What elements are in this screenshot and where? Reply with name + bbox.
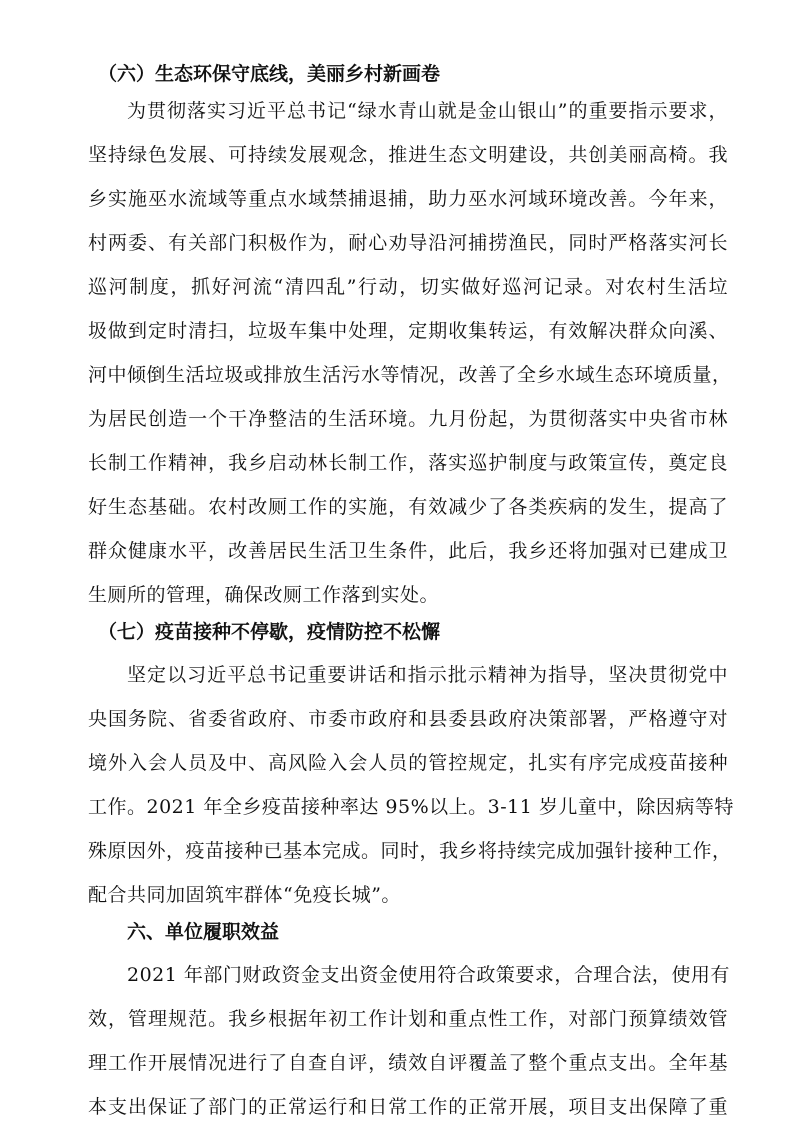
paragraph-line: 巡河制度，抓好河流“清四乱”行动，切实做好巡河记录。对农村生活垃 — [88, 276, 728, 298]
paragraph-line: 河中倾倒生活垃圾或排放生活污水等情况，改善了全乡水域生态环境质量， — [88, 364, 732, 386]
paragraph-line: 本支出保证了部门的正常运行和日常工作的正常开展，项目支出保障了重 — [88, 1096, 728, 1118]
paragraph-line: 效，管理规范。我乡根据年初工作计划和重点性工作，对部门预算绩效管 — [88, 1008, 728, 1030]
paragraph-line: 央国务院、省委省政府、市委市政府和县委县政府决策部署，严格遵守对 — [88, 708, 728, 730]
section-heading-7: （七）疫苗接种不停歇，疫情防控不松懈 — [98, 621, 441, 643]
paragraph-line: 长制工作精神，我乡启动林长制工作，落实巡护制度与政策宣传，奠定良 — [88, 452, 728, 474]
paragraph-line: 坚持绿色发展、可持续发展观念，推进生态文明建设，共创美丽高椅。我 — [88, 144, 728, 166]
paragraph-line: 乡实施巫水流域等重点水域禁捕退捕，助力巫水河域环境改善。今年来， — [88, 188, 728, 210]
paragraph-line: 境外入会人员及中、高风险入会人员的管控规定，扎实有序完成疫苗接种 — [88, 752, 728, 774]
paragraph-line: 2021 年部门财政资金支出资金使用符合政策要求，合理合法，使用有 — [127, 964, 730, 986]
paragraph-line: 理工作开展情况进行了自查自评，绩效自评覆盖了整个重点支出。全年基 — [88, 1052, 728, 1074]
section-heading-6: （六）生态环保守底线，美丽乡村新画卷 — [98, 63, 441, 85]
paragraph-line: 圾做到定时清扫，垃圾车集中处理，定期收集转运，有效解决群众向溪、 — [88, 320, 728, 342]
paragraph-line: 坚定以习近平总书记重要讲话和指示批示精神为指导，坚决贯彻党中 — [127, 664, 728, 686]
paragraph-line: 为贯彻落实习近平总书记“绿水青山就是金山银山”的重要指示要求， — [127, 100, 728, 122]
paragraph-line: 生厕所的管理，确保改厕工作落到实处。 — [88, 584, 440, 606]
paragraph-line: 为居民创造一个干净整洁的生活环境。九月份起，为贯彻落实中央省市林 — [88, 408, 728, 430]
chapter-heading: 六、单位履职效益 — [127, 921, 280, 943]
paragraph-line: 好生态基础。农村改厕工作的实施，有效减少了各类疾病的发生，提高了 — [88, 496, 728, 518]
paragraph-line: 殊原因外，疫苗接种已基本完成。同时，我乡将持续完成加强针接种工作， — [88, 840, 732, 862]
paragraph-line: 村两委、有关部门积极作为，耐心劝导沿河捕捞渔民，同时严格落实河长 — [88, 232, 728, 254]
paragraph-line: 工作。2021 年全乡疫苗接种率达 95%以上。3-11 岁儿童中，除因病等特 — [88, 796, 734, 818]
paragraph-line: 配合共同加固筑牢群体“免疫长城”。 — [88, 884, 401, 906]
paragraph-line: 群众健康水平，改善居民生活卫生条件，此后，我乡还将加强对已建成卫 — [88, 540, 728, 562]
